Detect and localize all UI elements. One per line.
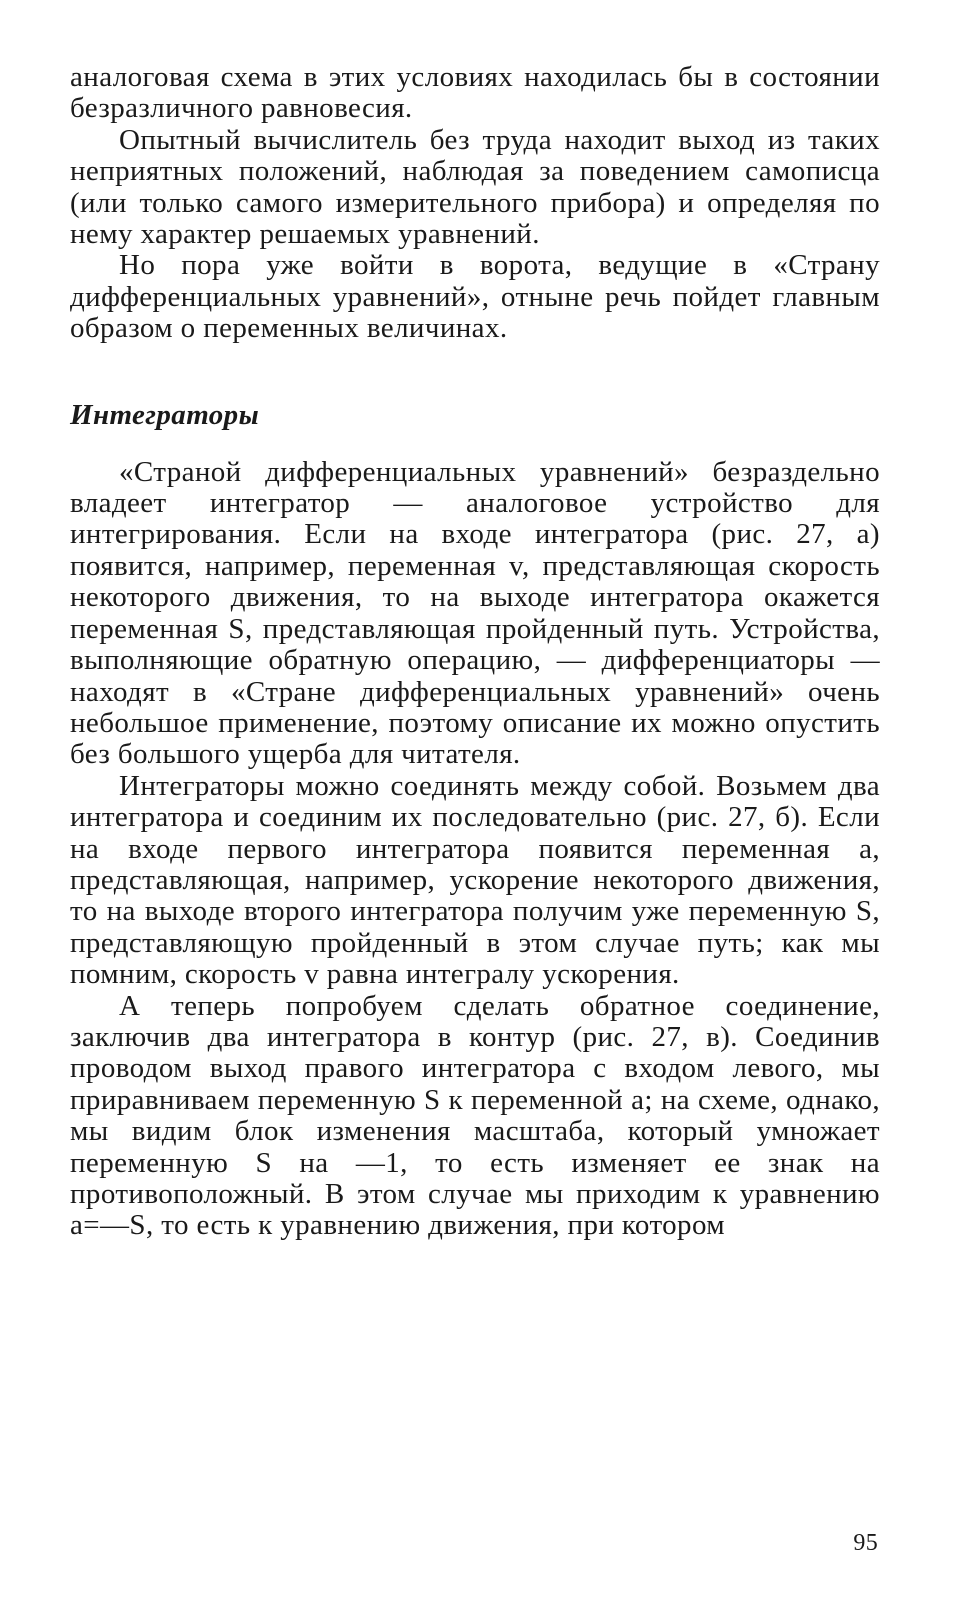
paragraph-integrators-series: Интеграторы можно соединять между собой. Возьмем два интегратора и соединим их последовательно (рис. 27, б). Если на входе первого интегратора появится переменная а, представляющая, например, ускорение некоторого движения, то на выходе второго интегратора получим уже переменную S, представляющую пройденный в этом случае путь; как мы помним, скорость v равна интегралу ускорения. [70,769,880,991]
paragraph-integrator-intro: «Страной дифференциальных уравнений» безраздельно владеет интегратор — аналоговое устройство для интегрирования. Если на входе интегратора (рис. 27, а) появится, например, переменная v, представляющая скорость некоторого движения, то на выходе интегратора окажется переменная S, представляющая пройденный путь. Устройства, выполняющие обратную операцию, — дифференциаторы — находят в «Стране дифференциальных уравнений» очень небольшое применение, поэтому описание их можно опустить без большого ущерба для читателя. [70,455,880,771]
page-number: 95 [853,1530,878,1556]
paragraph-gates: Но пора уже войти в ворота, ведущие в «Страну дифференциальных уравнений», отныне речь пойдет главным образом о переменных величинах. [70,249,880,345]
paragraph-feedback-loop: А теперь попробуем сделать обратное соединение, заключив два интегратора в контур (рис. 27, в). Соединив проводом выход правого интегратора с входом левого, мы приравниваем переменную S к переменной а; на схеме, однако, мы видим блок изменения масштаба, который умножает переменную S на —1, то есть изменяет ее знак на противоположный. В этом случае мы приходим к уравнению а=—S, то есть к уравнению движения, при котором [70,989,880,1242]
paragraph-experienced-calculator: Опытный вычислитель без труда находит выход из таких неприятных положений, наблюдая за поведением самописца (или только самого измерительного прибора) и определяя по нему характер решаемых уравнений. [70,123,880,251]
book-page [70,62,880,1242]
paragraph-continuation: аналоговая схема в этих условиях находилась бы в состоянии безразличного равновесия. [70,61,880,125]
section-heading: Интеграторы [70,398,260,431]
